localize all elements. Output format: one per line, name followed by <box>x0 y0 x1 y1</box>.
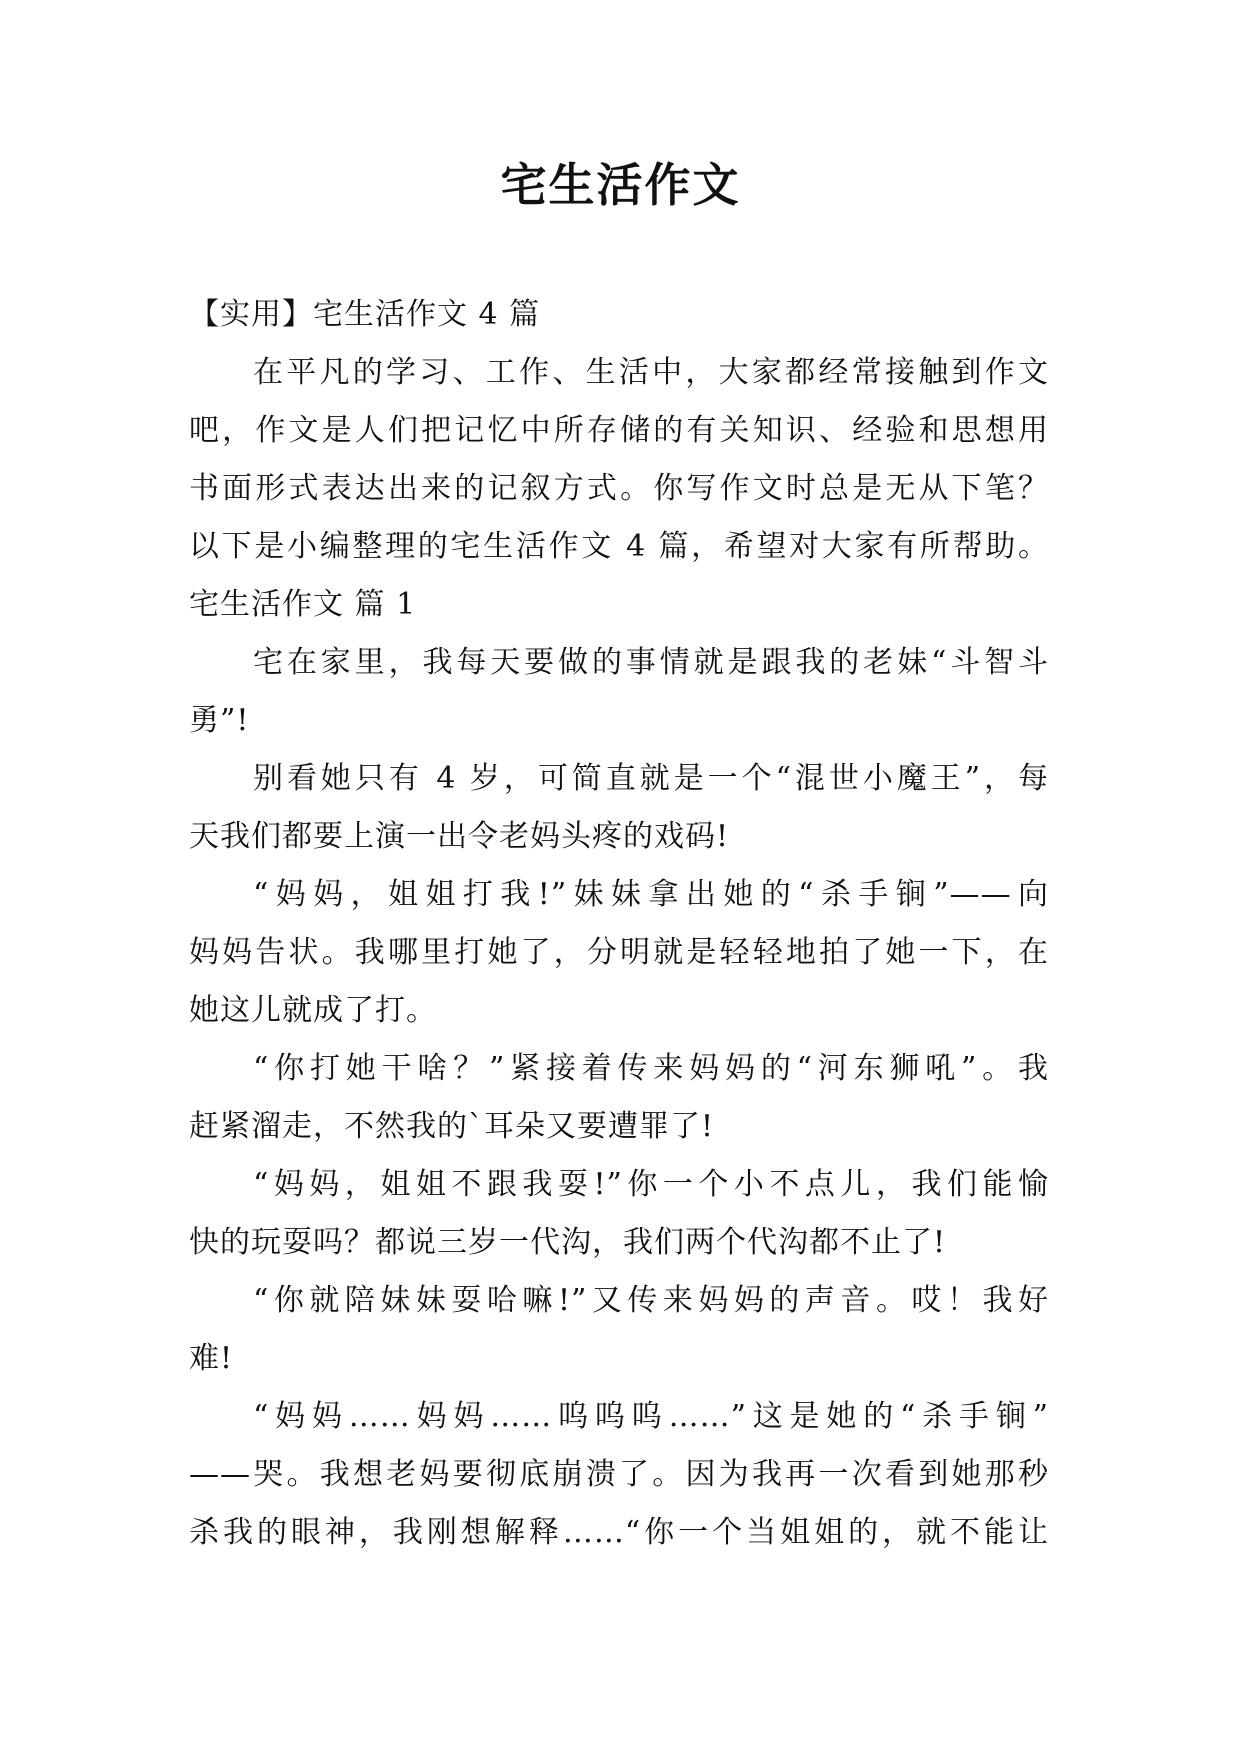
paragraph-line: 快的玩耍吗？都说三岁一代沟，我们两个代沟都不止了! <box>189 1225 947 1260</box>
paragraph-line: 杀我的眼神，我刚想解释……“你一个当姐姐的，就不能让 <box>189 1515 1049 1550</box>
paragraph-line: 吧，作文是人们把记忆中所存储的有关知识、经验和思想用 <box>189 413 1049 448</box>
paragraph-line: 别看她只有 4 岁，可简直就是一个“混世小魔王”，每 <box>253 761 1049 796</box>
paragraph-line: 在平凡的学习、工作、生活中，大家都经常接触到作文 <box>253 355 1049 390</box>
paragraph-line: “你打她干啥？”紧接着传来妈妈的“河东狮吼”。我 <box>253 1051 1049 1086</box>
document-body <box>189 286 1049 1562</box>
paragraph-line: 难! <box>189 1341 234 1376</box>
paragraph-line: “妈妈……妈妈……呜呜呜……”这是她的“杀手锏” <box>253 1399 1049 1434</box>
paragraph-line: 她这儿就成了打。 <box>189 993 437 1028</box>
paragraph-line: 天我们都要上演一出令老妈头疼的戏码! <box>189 819 730 854</box>
paragraph-line: “妈妈，姐姐不跟我耍!”你一个小不点儿，我们能愉 <box>253 1167 1049 1202</box>
paragraph-line: 赶紧溜走，不然我的`耳朵又要遭罪了! <box>189 1109 715 1144</box>
paragraph-line: “你就陪妹妹耍哈嘛!”又传来妈妈的声音。哎！我好 <box>253 1283 1049 1318</box>
subtitle-line: 【实用】宅生活作文 4 篇 <box>189 297 541 332</box>
paragraph-line: 妈妈告状。我哪里打她了，分明就是轻轻地拍了她一下，在 <box>189 935 1049 970</box>
paragraph-line: “妈妈，姐姐打我!”妹妹拿出她的“杀手锏”——向 <box>253 877 1049 912</box>
section-heading: 宅生活作文 篇 1 <box>189 587 417 622</box>
paragraph-line: 宅在家里，我每天要做的事情就是跟我的老妹“斗智斗 <box>253 645 1049 680</box>
document-title: 宅生活作文 <box>500 158 741 212</box>
paragraph-line: ——哭。我想老妈要彻底崩溃了。因为我再一次看到她那秒 <box>189 1457 1049 1492</box>
paragraph-line: 书面形式表达出来的记叙方式。你写作文时总是无从下笔？ <box>189 471 1049 506</box>
paragraph-line: 勇”! <box>189 703 250 738</box>
paragraph-line: 以下是小编整理的宅生活作文 4 篇，希望对大家有所帮助。 <box>189 529 1049 564</box>
